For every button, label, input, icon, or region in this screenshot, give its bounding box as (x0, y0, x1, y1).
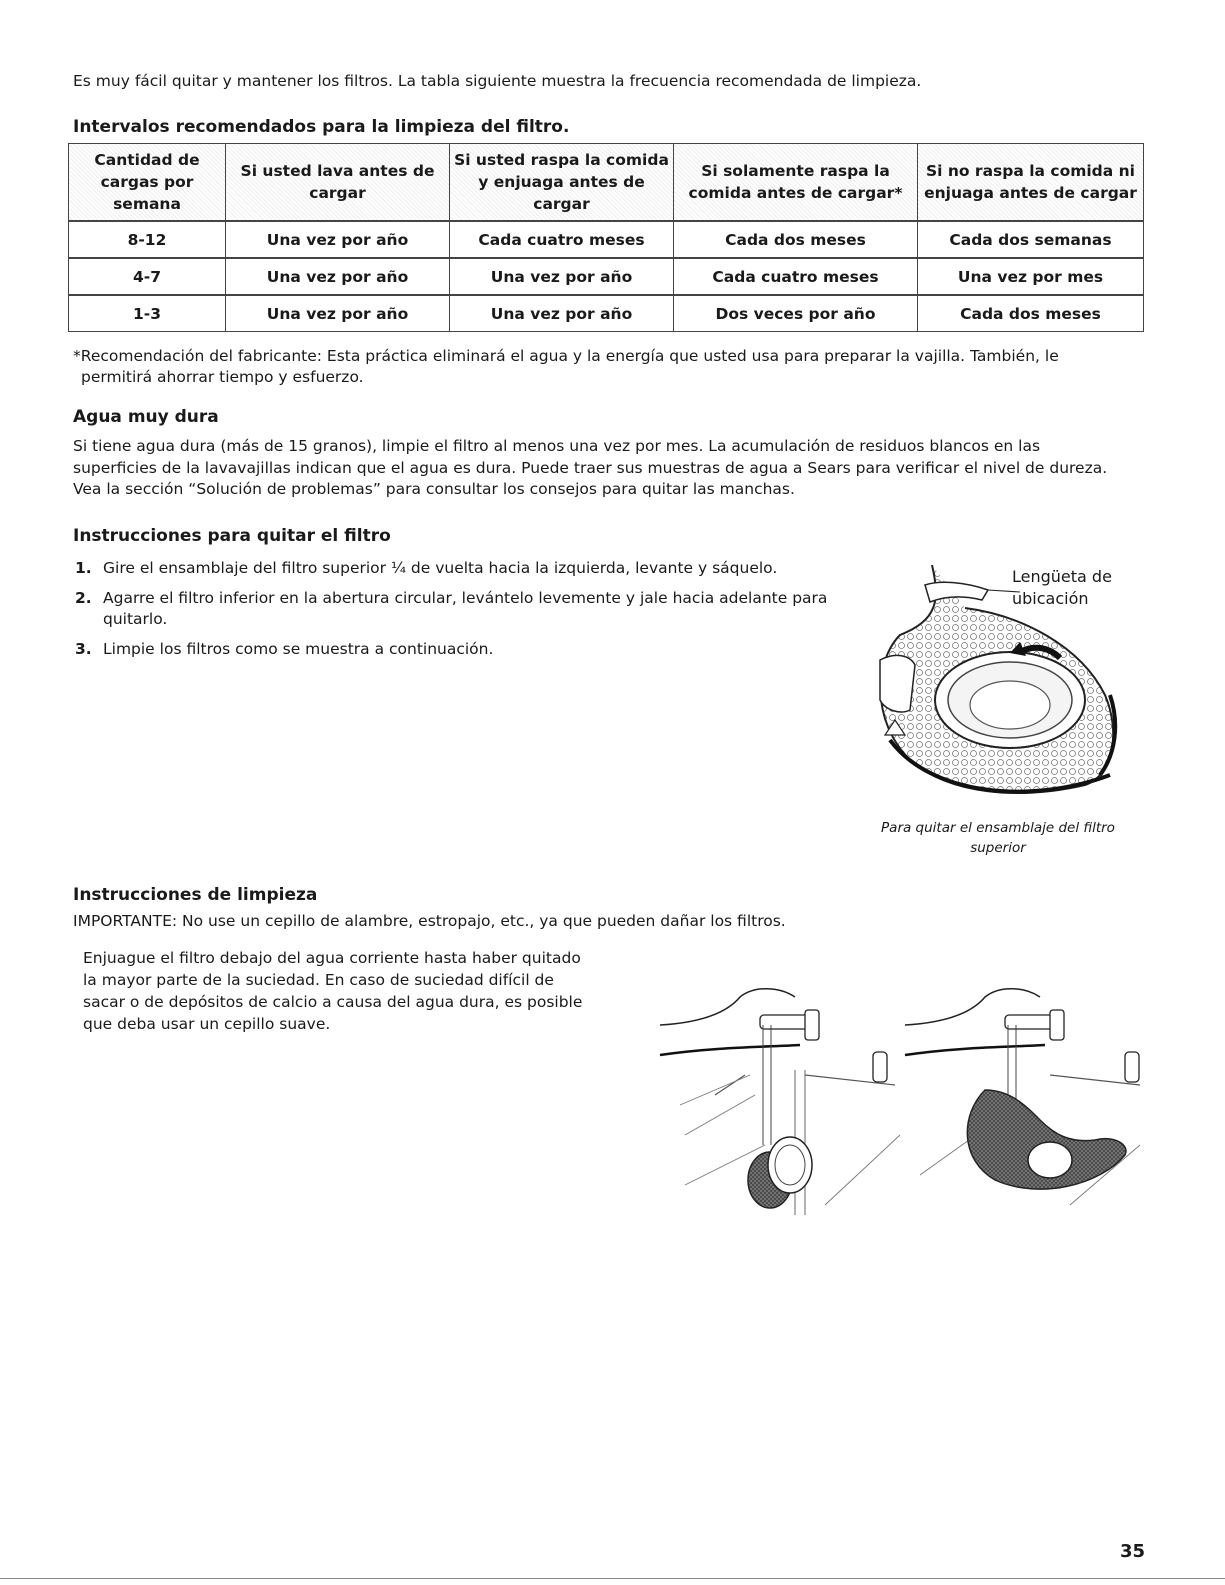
important-note (73, 912, 786, 930)
header-wash-first: Si usted lava antes de cargar (226, 144, 450, 222)
figure-label: ubicación (1012, 589, 1089, 608)
footnote (73, 346, 1133, 388)
removal-steps (73, 558, 843, 669)
table-cell: 1-3 (69, 295, 226, 332)
footnote-line: *Recomendación del fabricante: Esta práctica eliminará el agua y la energía que usted usa para preparar la vajilla. También, le (73, 347, 1059, 365)
table-title: Intervalos recomendados para la limpieza del filtro. (73, 117, 570, 137)
table-cell: Una vez por mes (918, 258, 1144, 295)
table-cell: Una vez por año (226, 258, 450, 295)
table-row (69, 295, 1144, 332)
paragraph-line: superficies de la lavavajillas indican que el agua es dura. Puede traer sus muestras de agua a Sears para verificar el nivel de dureza. (73, 458, 1108, 477)
caption-line: Para quitar el ensamblaje del filtro (881, 820, 1115, 836)
rinse-instructions (83, 947, 623, 1035)
rinse-flat-filter-scene (905, 989, 1140, 1205)
rinse-cylinder-filter-scene (660, 989, 900, 1215)
bottom-rule (0, 1578, 1225, 1579)
page-number: 35 (1120, 1541, 1146, 1562)
filter-assembly-drawing (870, 560, 1150, 810)
cleaning-heading: Instrucciones de limpieza (73, 885, 318, 905)
cleaning-interval-table (68, 143, 1144, 332)
hard-water-text (73, 436, 1153, 501)
filter-removal-illustration (870, 560, 1150, 810)
table-cell: Cada dos semanas (918, 221, 1144, 258)
paragraph-line: Enjuague el filtro debajo del agua corriente hasta haber quitado (83, 949, 581, 967)
table-row (69, 258, 1144, 295)
step-item (73, 588, 843, 630)
header-scrape-only: Si solamente raspa la comida antes de cargar* (674, 144, 918, 222)
header-no-scrape: Si no raspa la comida ni enjuaga antes de cargar (918, 144, 1144, 222)
table-cell: Una vez por año (226, 221, 450, 258)
paragraph-line: Vea la sección “Solución de problemas” para consultar los consejos para quitar las manchas. (73, 480, 795, 498)
table-row (69, 221, 1144, 258)
step-text: Gire el ensamblaje del filtro superior ¼ de vuelta hacia la izquierda, levante y sáquelo. (103, 559, 778, 577)
paragraph-line: la mayor parte de la suciedad. En caso de suciedad difícil de (83, 971, 554, 989)
step-number: 2. (75, 589, 92, 607)
important-text: No use un cepillo de alambre, estropajo, etc., ya que pueden dañar los filtros. (177, 912, 786, 930)
header-scrape-rinse: Si usted raspa la comida y enjuaga antes de cargar (450, 144, 674, 222)
step-number: 3. (75, 640, 92, 658)
hard-water-heading: Agua muy dura (73, 407, 219, 427)
table-cell: Una vez por año (450, 295, 674, 332)
figure-label: Lengüeta de (1012, 567, 1112, 586)
step-text: Limpie los filtros como se muestra a continuación. (103, 640, 494, 658)
table-header-row (69, 144, 1144, 222)
figure-caption (858, 818, 1138, 858)
important-label: IMPORTANTE: (73, 912, 178, 930)
table-cell: Dos veces por año (674, 295, 918, 332)
step-text: Agarre el filtro inferior en la abertura circular, levántelo levemente y jale hacia adelante para quitarlo. (103, 589, 828, 628)
step-item (73, 558, 843, 579)
intro-text: Es muy fácil quitar y mantener los filtros. La tabla siguiente muestra la frecuencia recomendada de limpieza. (73, 72, 922, 90)
footnote-line: permitirá ahorrar tiempo y esfuerzo. (81, 368, 364, 386)
table-cell: Una vez por año (450, 258, 674, 295)
paragraph-line: sacar o de depósitos de calcio a causa del agua dura, es posible (83, 993, 583, 1011)
removal-heading: Instrucciones para quitar el filtro (73, 526, 391, 546)
table-cell: Cada cuatro meses (674, 258, 918, 295)
header-loads: Cantidad de cargas por semana (69, 144, 226, 222)
paragraph-line: que deba usar un cepillo suave. (83, 1015, 331, 1033)
step-item (73, 639, 843, 660)
caption-line: superior (970, 840, 1026, 856)
paragraph-line: Si tiene agua dura (más de 15 granos), limpie el filtro al menos una vez por mes. La acumulación de residuos blancos en las (73, 437, 1041, 455)
table-cell: Cada dos meses (674, 221, 918, 258)
table-cell: Una vez por año (226, 295, 450, 332)
table-cell: Cada cuatro meses (450, 221, 674, 258)
table-cell: 8-12 (69, 221, 226, 258)
rinsing-filters-illustration (655, 975, 1145, 1220)
table-cell: 4-7 (69, 258, 226, 295)
table-cell: Cada dos meses (918, 295, 1144, 332)
sink-rinse-drawings (655, 975, 1145, 1220)
step-number: 1. (75, 559, 92, 577)
